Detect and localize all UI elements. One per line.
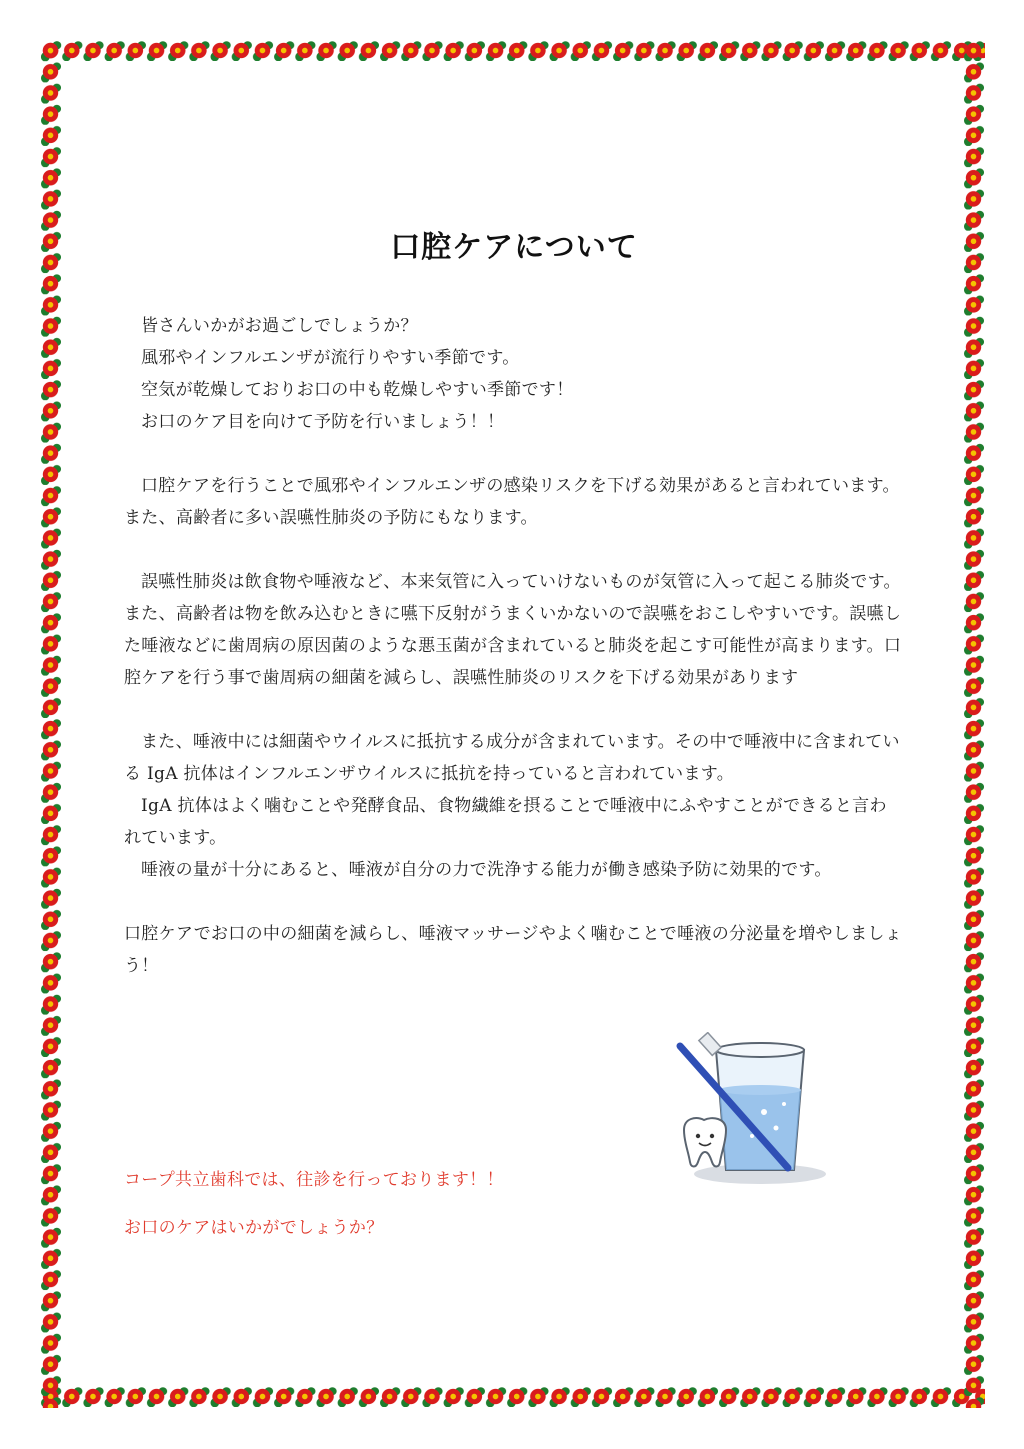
intro-block: [124, 310, 904, 438]
flower-border-bottom: [40, 1386, 985, 1408]
paragraph-saliva-iga: [124, 726, 904, 886]
flower-border-left: [40, 40, 62, 1408]
intro-line: 風邪やインフルエンザが流行りやすい季節です。: [141, 348, 520, 368]
paragraph-text: 口腔ケアでお口の中の細菌を減らし、唾液マッサージやよく噛むことで唾液の分泌量を増やしましょう！: [124, 924, 902, 976]
document-body: [124, 222, 904, 1014]
paragraph-oral-care-effect: [124, 470, 904, 534]
clinic-notice-line: お口のケアはいかがでしょうか？: [124, 1218, 384, 1238]
flower-border-top: [40, 40, 985, 62]
paragraph-text: 口腔ケアを行うことで風邪やインフルエンザの感染リスクを下げる効果があると言われています。また、高齢者に多い誤嚥性肺炎の予防にもなります。: [124, 476, 900, 528]
tooth-toothbrush-cup-icon: [664, 1032, 834, 1188]
page-title: 口腔ケアについて: [390, 230, 638, 265]
paragraph-text: 誤嚥性肺炎は飲食物や唾液など、本来気管に入っていけないものが気管に入って起こる肺炎です。また、高齢者は物を飲み込むときに嚥下反射がうまくいかないので誤嚥をおこしやすいです。誤嚥した唾液などに歯周病の原因菌のような悪玉菌が含まれていると肺炎を起こす可能性が高まります。口腔ケアを行う事で歯周病の細菌を減らし、誤嚥性肺炎のリスクを下げる効果があります: [124, 572, 902, 688]
paragraph-text: 唾液の量が十分にあると、唾液が自分の力で洗浄する能力が働き感染予防に効果的です。: [141, 860, 832, 880]
intro-line: 空気が乾燥しておりお口の中も乾燥しやすい季節です！: [141, 380, 574, 400]
flower-border-right: [963, 40, 985, 1408]
clinic-notice-line: コープ共立歯科では、往診を行っております！！: [124, 1170, 504, 1190]
paragraph-aspiration-pneumonia: [124, 566, 904, 694]
paragraph-conclusion: [124, 918, 904, 982]
paragraph-text: IgA 抗体はよく噛むことや発酵食品、食物繊維を摂ることで唾液中にふやすことができると言われています。: [124, 796, 887, 848]
clinic-notice: [124, 1166, 624, 1262]
paragraph-text: また、唾液中には細菌やウイルスに抵抗する成分が含まれています。その中で唾液中に含まれている IgA 抗体はインフルエンザウイルスに抵抗を持っていると言われています。: [124, 732, 900, 784]
intro-line: 皆さんいかがお過ごしでしょうか？: [141, 316, 418, 336]
intro-line: お口のケア目を向けて予防を行いましょう！！: [141, 412, 505, 432]
